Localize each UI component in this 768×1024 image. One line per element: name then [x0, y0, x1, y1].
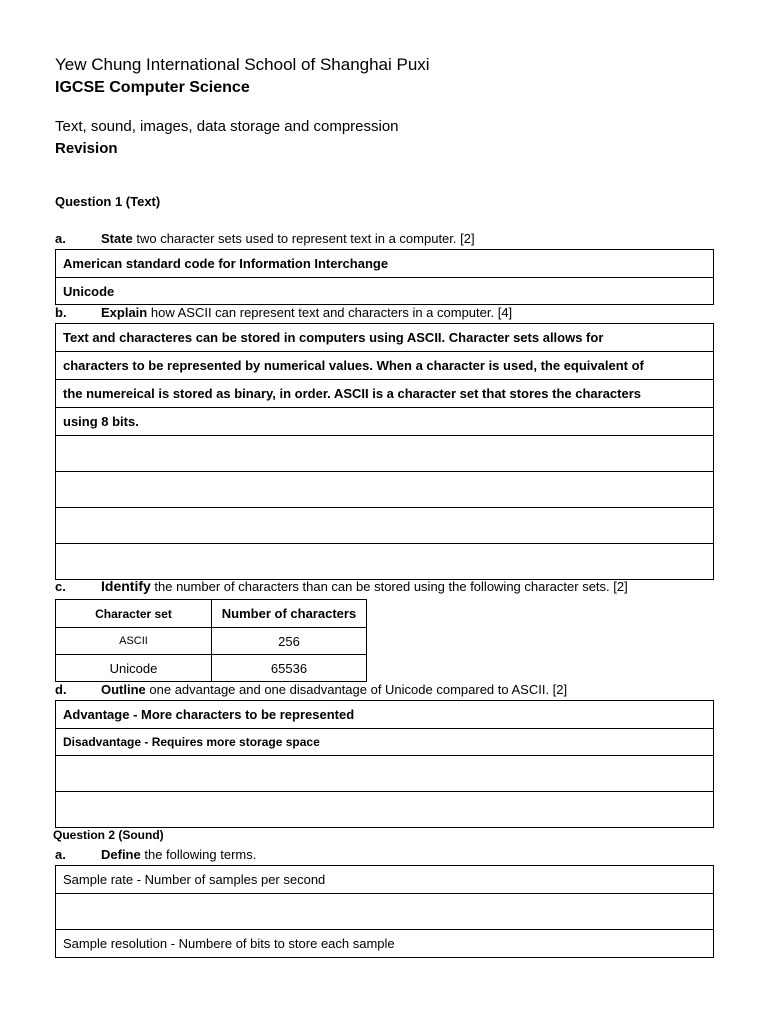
answer-line[interactable] — [56, 436, 714, 472]
answer-line[interactable]: Text and characteres can be stored in computers using ASCII. Character sets allows for — [56, 324, 714, 352]
question-text: the number of characters than can be stored using the following character sets. [2] — [150, 579, 628, 594]
question-text: one advantage and one disadvantage of Unicode compared to ASCII. [2] — [145, 682, 568, 697]
answer-line[interactable] — [56, 472, 714, 508]
answer-line[interactable]: Advantage - More characters to be represented — [56, 701, 714, 729]
question-letter: a. — [55, 847, 66, 862]
question-1a-prompt — [55, 231, 475, 246]
command-word: Identify — [101, 578, 151, 594]
answer-line[interactable]: American standard code for Information Interchange — [56, 250, 714, 278]
answer-line[interactable]: Unicode — [56, 278, 714, 305]
course-title: IGCSE Computer Science — [55, 79, 250, 96]
answer-line[interactable] — [56, 894, 714, 930]
table-cell[interactable]: ASCII — [56, 628, 212, 655]
character-set-table — [55, 599, 367, 682]
topic-title: Text, sound, images, data storage and compression — [55, 118, 399, 135]
answer-line[interactable]: the numereical is stored as binary, in order. ASCII is a character set that stores the characters — [56, 380, 714, 408]
command-word: Define — [101, 847, 141, 862]
revision-subtitle: Revision — [55, 140, 118, 157]
table-cell[interactable]: 256 — [212, 628, 367, 655]
question-letter: a. — [55, 231, 66, 246]
question-text: two character sets used to represent text in a computer. [2] — [132, 231, 475, 246]
answer-box-1a — [55, 249, 714, 305]
answer-line[interactable] — [56, 792, 714, 828]
question-1-heading: Question 1 (Text) — [55, 194, 161, 209]
answer-line[interactable] — [56, 508, 714, 544]
question-2-heading: Question 2 (Sound) — [53, 828, 164, 842]
question-text: the following terms. — [140, 847, 257, 862]
answer-line[interactable] — [56, 544, 714, 580]
table-cell[interactable]: Unicode — [56, 655, 212, 682]
question-letter: d. — [55, 682, 67, 697]
table-cell[interactable]: 65536 — [212, 655, 367, 682]
answer-box-2a — [55, 865, 714, 958]
answer-box-1d — [55, 700, 714, 828]
question-letter: b. — [55, 305, 67, 320]
answer-box-1b — [55, 323, 714, 580]
question-text: how ASCII can represent text and characters in a computer. [4] — [147, 305, 513, 320]
question-1d-prompt — [55, 682, 567, 697]
answer-line[interactable]: Disadvantage - Requires more storage space — [56, 729, 714, 756]
table-header: Character set — [56, 600, 212, 628]
question-1b-prompt — [55, 305, 512, 320]
question-1c-prompt — [55, 578, 628, 594]
command-word: State — [101, 231, 133, 246]
command-word: Outline — [101, 682, 146, 697]
answer-line[interactable]: characters to be represented by numerical values. When a character is used, the equivalent of — [56, 352, 714, 380]
answer-line[interactable]: using 8 bits. — [56, 408, 714, 436]
answer-line[interactable]: Sample rate - Number of samples per second — [56, 866, 714, 894]
answer-line[interactable] — [56, 756, 714, 792]
question-2a-prompt — [55, 847, 256, 862]
table-header: Number of characters — [212, 600, 367, 628]
command-word: Explain — [101, 305, 148, 320]
question-letter: c. — [55, 579, 66, 594]
school-name: Yew Chung International School of Shanghai Puxi — [55, 55, 430, 74]
answer-line[interactable]: Sample resolution - Numbere of bits to store each sample — [56, 930, 714, 958]
